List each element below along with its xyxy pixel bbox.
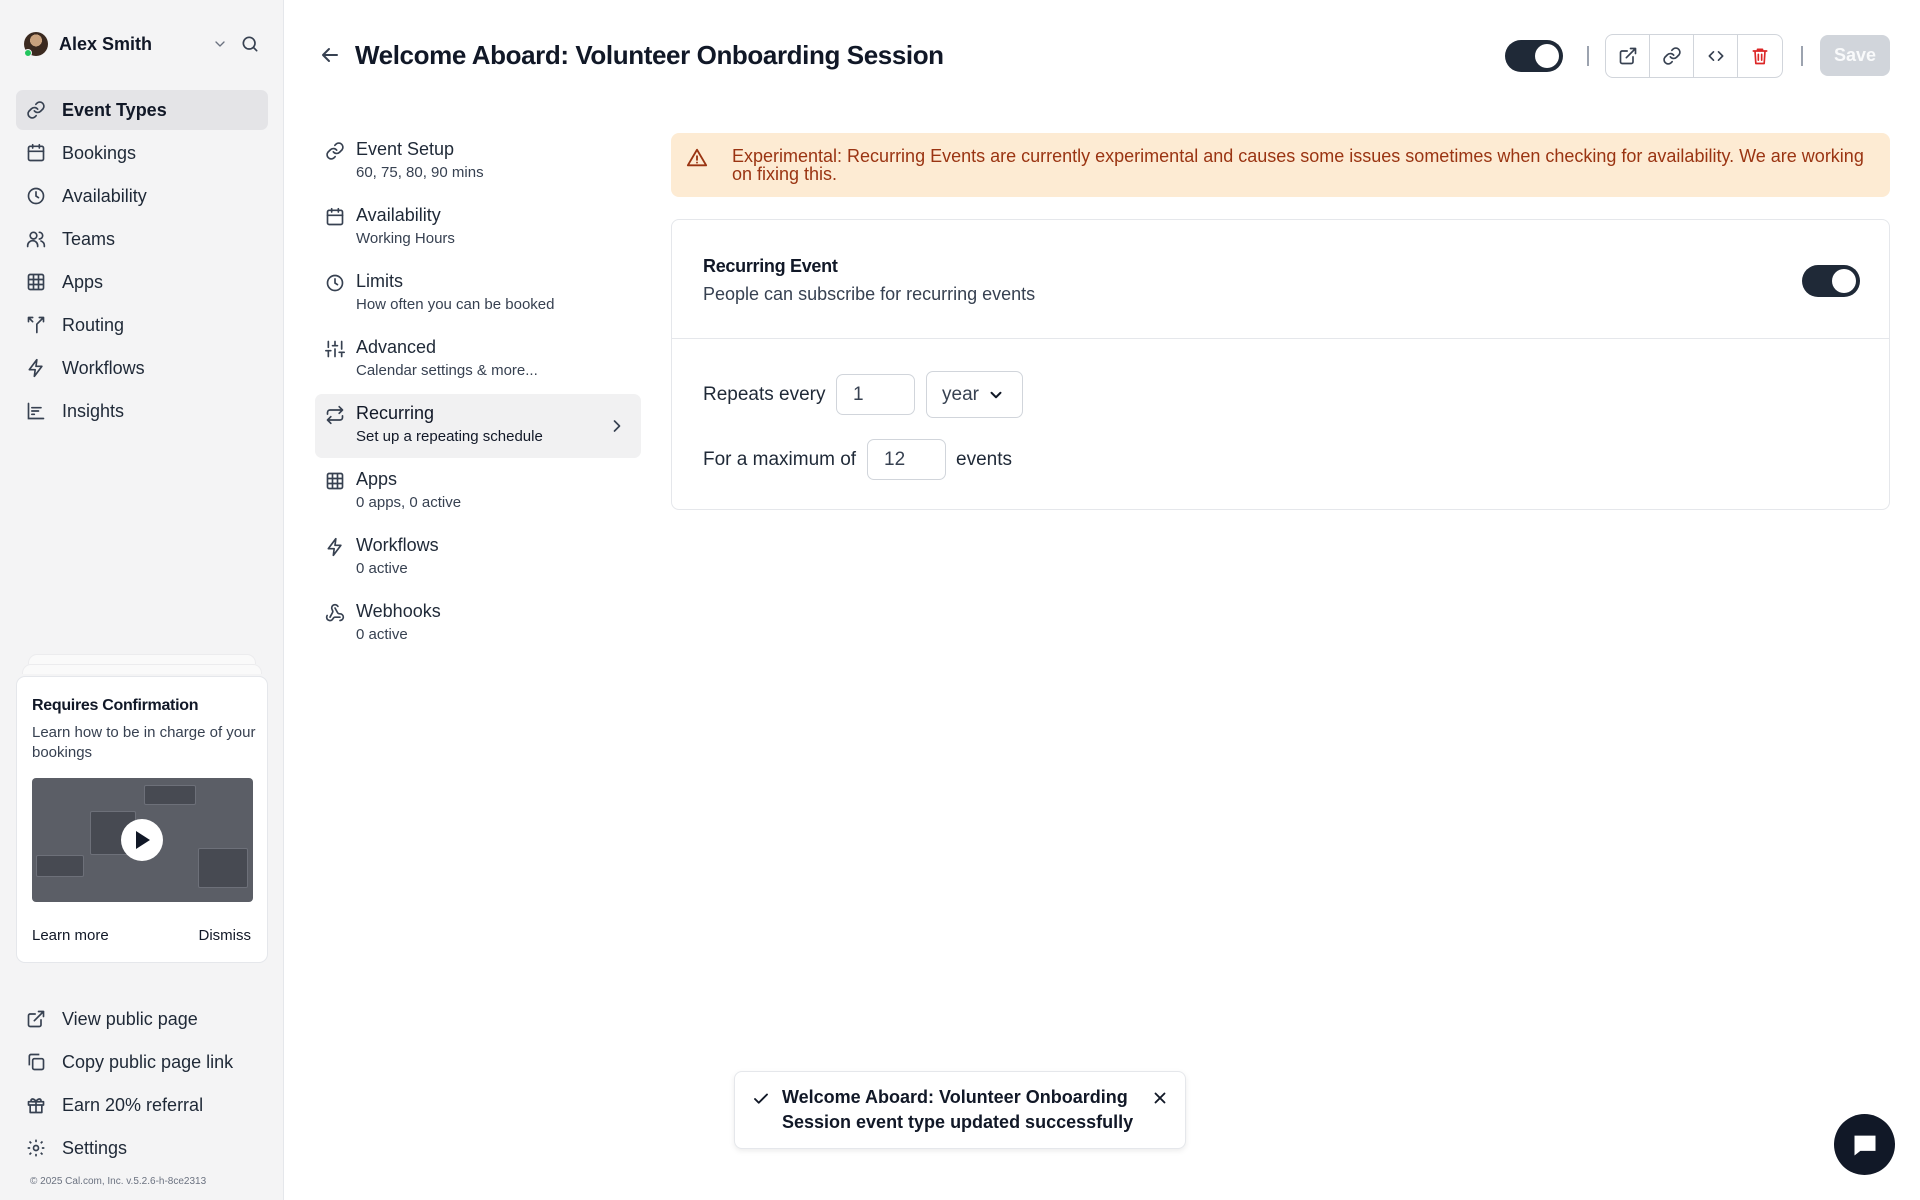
- tab-subtitle: Set up a repeating schedule: [356, 428, 543, 445]
- calendar-icon: [325, 207, 345, 227]
- toggle-knob: [1832, 269, 1856, 293]
- warning-text: Experimental: Recurring Events are currently experimental and causes some issues sometimes when checking for availability. We are working on fixing this.: [732, 146, 1864, 184]
- max-occurrences-label: For a maximum of: [703, 449, 857, 470]
- sidebar-item-apps[interactable]: [16, 262, 268, 302]
- view-public-page-link[interactable]: [16, 999, 268, 1039]
- sidebar-item-insights[interactable]: [16, 391, 268, 431]
- page-title: Welcome Aboard: Volunteer Onboarding Session: [355, 40, 944, 70]
- external-link-icon: [26, 1009, 46, 1029]
- zap-icon: [325, 537, 345, 557]
- tab-webhooks[interactable]: [315, 592, 641, 656]
- divider: [1587, 46, 1589, 66]
- chevron-down-icon[interactable]: [212, 36, 228, 52]
- sidebar-item-workflows[interactable]: [16, 348, 268, 388]
- sidebar-item-label: Teams: [62, 228, 116, 249]
- preview-button[interactable]: [1606, 35, 1650, 77]
- sidebar-item-label: View public page: [62, 1008, 198, 1029]
- event-settings-tabs: [315, 130, 641, 658]
- chart-icon: [26, 401, 46, 421]
- back-arrow-icon[interactable]: [318, 43, 342, 67]
- sidebar-item-label: Apps: [62, 271, 104, 292]
- clock-icon: [325, 273, 345, 293]
- sidebar-item-label: Bookings: [62, 142, 137, 163]
- avatar: [24, 32, 48, 56]
- hidden-toggle[interactable]: [1505, 40, 1563, 72]
- copyright-text: © 2025 Cal.com, Inc. v.5.2.6-h-8ce2313: [30, 1176, 207, 1187]
- gear-icon: [26, 1138, 46, 1158]
- grid-icon: [325, 471, 345, 491]
- settings-link[interactable]: [16, 1128, 268, 1168]
- copy-link-button[interactable]: [1650, 35, 1694, 77]
- online-status-dot: [24, 49, 32, 57]
- close-icon[interactable]: [1151, 1089, 1169, 1107]
- video-frame-card: [36, 855, 84, 877]
- bottom-nav: [16, 999, 268, 1171]
- embed-button[interactable]: [1694, 35, 1738, 77]
- link-icon: [1662, 46, 1682, 66]
- tab-subtitle: How often you can be booked: [356, 296, 555, 313]
- max-occurrences-input[interactable]: 12: [867, 439, 946, 480]
- tab-workflows[interactable]: [315, 526, 641, 590]
- repeats-every-label: Repeats every: [703, 384, 826, 405]
- action-button-group: [1605, 34, 1783, 78]
- promo-description: Learn how to be in charge of your bookings: [32, 724, 256, 761]
- main-nav: [16, 90, 268, 434]
- play-icon[interactable]: [121, 819, 163, 861]
- recurring-toggle[interactable]: [1802, 265, 1860, 297]
- recurring-event-card: [671, 219, 1890, 510]
- learn-more-link[interactable]: Learn more: [32, 927, 109, 944]
- sidebar: [0, 0, 284, 1200]
- success-toast: [734, 1071, 1186, 1149]
- frequency-value: year: [942, 383, 979, 405]
- tab-title: Workflows: [356, 535, 439, 555]
- user-name: Alex Smith: [59, 33, 153, 54]
- tab-title: Webhooks: [356, 601, 441, 621]
- sliders-icon: [325, 339, 345, 359]
- video-frame-card: [144, 785, 196, 805]
- tab-subtitle: Calendar settings & more...: [356, 362, 538, 379]
- sidebar-item-label: Routing: [62, 314, 125, 335]
- webhook-icon: [325, 603, 345, 623]
- tab-apps[interactable]: [315, 460, 641, 524]
- chat-bubble-icon: [1851, 1131, 1879, 1159]
- promo-title: Requires Confirmation: [32, 697, 199, 714]
- recurring-description: People can subscribe for recurring events: [703, 284, 1036, 304]
- video-frame-card: [198, 848, 248, 888]
- tab-event-setup[interactable]: [315, 130, 641, 194]
- tab-subtitle: 0 active: [356, 626, 408, 643]
- tab-subtitle: 0 active: [356, 560, 408, 577]
- code-icon: [1706, 46, 1726, 66]
- promo-stack-shadow: [28, 654, 256, 664]
- tab-title: Apps: [356, 469, 398, 489]
- sidebar-item-label: Earn 20% referral: [62, 1094, 204, 1115]
- divider: [672, 338, 1889, 339]
- frequency-select[interactable]: [926, 371, 1023, 418]
- promo-stack-shadow: [22, 664, 262, 674]
- recurring-title: Recurring Event: [703, 256, 838, 276]
- tab-title: Advanced: [356, 337, 437, 357]
- sidebar-item-label: Workflows: [62, 357, 145, 378]
- sidebar-item-availability[interactable]: [16, 176, 268, 216]
- tab-recurring[interactable]: [315, 394, 641, 458]
- sidebar-item-label: Settings: [62, 1137, 128, 1158]
- repeat-icon: [325, 405, 345, 425]
- tab-subtitle: Working Hours: [356, 230, 455, 247]
- grid-icon: [26, 272, 46, 292]
- tab-title: Event Setup: [356, 139, 455, 159]
- experimental-warning-banner: [671, 133, 1890, 197]
- gift-icon: [26, 1095, 46, 1115]
- search-icon[interactable]: [240, 34, 260, 54]
- toggle-knob: [1535, 44, 1559, 68]
- split-icon: [26, 315, 46, 335]
- external-link-icon: [1618, 46, 1638, 66]
- sidebar-item-bookings[interactable]: [16, 133, 268, 173]
- repeats-interval-input[interactable]: 1: [836, 374, 915, 415]
- tab-availability[interactable]: [315, 196, 641, 260]
- tab-title: Recurring: [356, 403, 435, 423]
- tab-subtitle: 0 apps, 0 active: [356, 494, 462, 511]
- tab-limits[interactable]: [315, 262, 641, 326]
- sidebar-item-label: Event Types: [62, 99, 167, 120]
- delete-button[interactable]: [1738, 35, 1782, 77]
- sidebar-item-event-types[interactable]: [16, 90, 268, 130]
- promo-card: [16, 676, 268, 963]
- promo-video-thumbnail[interactable]: [32, 778, 253, 902]
- calendar-icon: [26, 143, 46, 163]
- chevron-right-icon: [607, 416, 627, 436]
- link-icon: [26, 100, 46, 120]
- chevron-down-icon: [987, 386, 1005, 404]
- sidebar-item-label: Insights: [62, 400, 125, 421]
- clock-icon: [26, 186, 46, 206]
- events-suffix-label: events: [956, 449, 1012, 470]
- dismiss-button[interactable]: Dismiss: [198, 927, 251, 944]
- sidebar-item-label: Copy public page link: [62, 1051, 234, 1072]
- sidebar-item-teams[interactable]: [16, 219, 268, 259]
- trash-icon: [1750, 46, 1770, 66]
- check-icon: [752, 1090, 770, 1108]
- sidebar-item-label: Availability: [62, 185, 147, 206]
- tab-title: Availability: [356, 205, 441, 225]
- zap-icon: [26, 358, 46, 378]
- copy-icon: [26, 1052, 46, 1072]
- warning-triangle-icon: [686, 147, 708, 169]
- tab-subtitle: 60, 75, 80, 90 mins: [356, 164, 484, 181]
- copy-public-page-link[interactable]: [16, 1042, 268, 1082]
- user-menu[interactable]: [24, 30, 260, 58]
- tab-title: Limits: [356, 271, 404, 291]
- save-button[interactable]: Save: [1820, 35, 1890, 76]
- earn-referral-link[interactable]: [16, 1085, 268, 1125]
- tab-advanced[interactable]: [315, 328, 641, 392]
- link-icon: [325, 141, 345, 161]
- users-icon: [26, 229, 46, 249]
- toast-message: Welcome Aboard: Volunteer Onboarding Session event type updated successfully: [782, 1087, 1134, 1132]
- sidebar-item-routing[interactable]: [16, 305, 268, 345]
- chat-support-button[interactable]: [1834, 1114, 1895, 1175]
- divider: [1801, 46, 1803, 66]
